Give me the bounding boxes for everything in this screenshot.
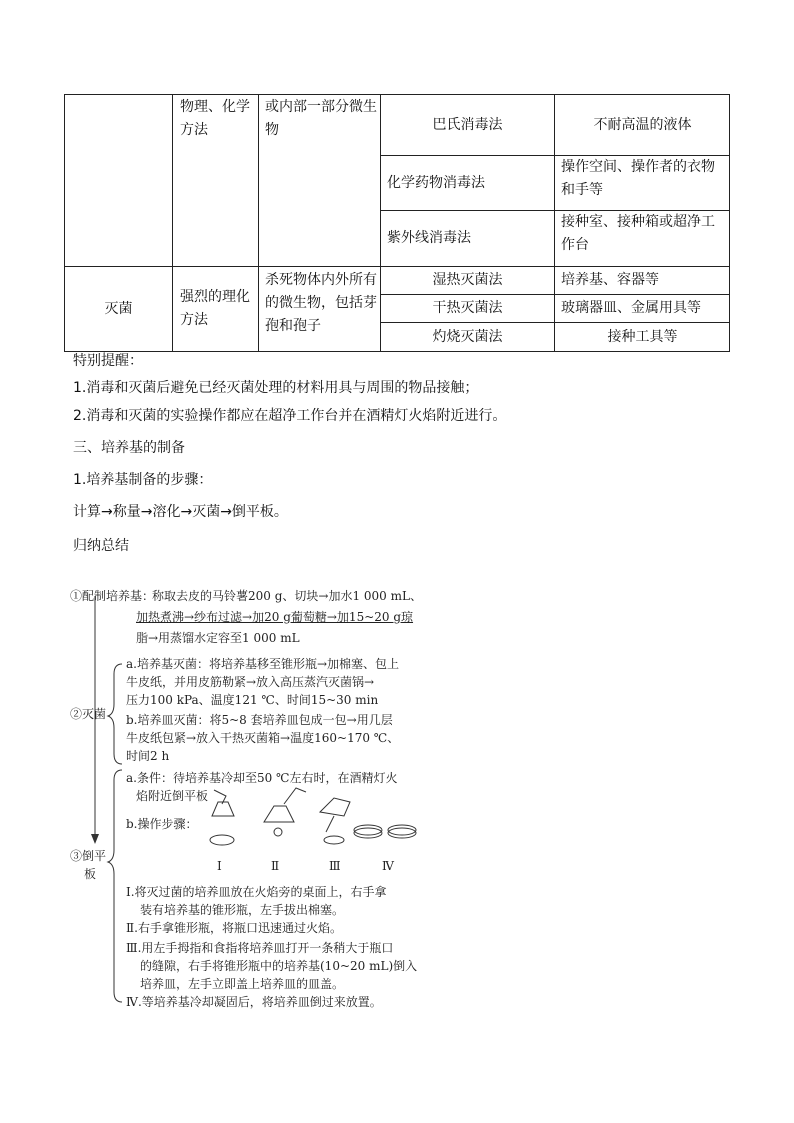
roman-label: Ⅱ xyxy=(271,859,280,873)
step3b-label: b.操作步骤： xyxy=(126,817,198,831)
step3-detail: 装有培养基的锥形瓶，左手拔出棉塞。 xyxy=(140,903,345,917)
sterilization-table xyxy=(64,94,730,352)
step1-label: ①配制培养基： xyxy=(70,589,155,603)
table-cell-target: 接种工具等 xyxy=(607,328,678,345)
table-cell-condition: 物理、化学方法 xyxy=(180,99,250,138)
step3-detail: Ⅱ.右手拿锥形瓶，将瓶口迅速通过火焰。 xyxy=(126,921,342,935)
step3-detail: Ⅰ.将灭过菌的培养皿放在火焰旁的桌面上，右手拿 xyxy=(126,885,387,899)
tip-item: 1.消毒和灭菌后避免已经灭菌处理的材料用具与周围的物品接触； xyxy=(73,380,479,396)
step3-detail: 培养皿，左手立即盖上培养皿的皿盖。 xyxy=(140,977,345,991)
table-cell-method: 巴氏消毒法 xyxy=(432,116,503,133)
step3a-line: 焰附近倒平板 xyxy=(136,789,209,803)
table-cell-target: 培养基、容器等 xyxy=(561,272,659,288)
table-cell-condition: 强烈的理化方法 xyxy=(180,289,250,328)
table-cell-target: 玻璃器皿、金属用具等 xyxy=(561,300,701,316)
table-cell-method: 灼烧灭菌法 xyxy=(432,328,503,345)
step2b-line: b.培养皿灭菌：将5~8 套培养皿包成一包→用几层 xyxy=(126,713,393,727)
step1-line: 脂→用蒸馏水定容至1 000 mL xyxy=(136,631,300,645)
summary-heading: 归纳总结 xyxy=(73,538,129,554)
step3-detail: Ⅲ.用左手拇指和食指将培养皿打开一条稍大于瓶口 xyxy=(126,941,394,955)
table-cell-result: 杀死物体内外所有的微生物，包括芽孢和孢子 xyxy=(265,272,377,334)
steps-text: 计算→称量→溶化→灭菌→倒平板。 xyxy=(73,504,288,520)
step2a-line: a.培养基灭菌：将培养基移至锥形瓶→加棉塞、包上 xyxy=(126,657,400,671)
table-cell-method: 干热灭菌法 xyxy=(432,300,503,316)
step3-detail: Ⅳ.等培养基冷却凝固后，将培养皿倒过来放置。 xyxy=(126,995,382,1009)
tip-item: 2.消毒和灭菌的实验操作都应在超净工作台并在酒精灯火焰附近进行。 xyxy=(73,408,507,424)
step1-line: 加热煮沸→纱布过滤→加20 g葡萄糖→加15~20 g琼 xyxy=(136,610,414,624)
table-cell-method: 化学药物消毒法 xyxy=(387,174,485,191)
section-heading: 三、培养基的制备 xyxy=(73,440,185,456)
table-cell-category: 灭菌 xyxy=(104,300,133,317)
roman-label: Ⅰ xyxy=(217,859,222,873)
pouring-illustration xyxy=(210,788,416,845)
roman-label: Ⅳ xyxy=(382,859,394,873)
table-vline xyxy=(172,95,173,351)
steps-title: 1.培养基制备的步骤： xyxy=(73,472,213,488)
table-cell-method: 湿热灭菌法 xyxy=(432,272,503,288)
step3-label: 板 xyxy=(84,867,97,881)
step2a-line: 压力100 kPa、温度121 ℃、时间15~30 min xyxy=(126,693,379,707)
step2-label: ②灭菌 xyxy=(70,707,107,721)
table-cell-target: 不耐高温的液体 xyxy=(593,116,692,133)
tip-title: 特别提醒： xyxy=(73,353,143,369)
step2a-line: 牛皮纸，并用皮筋勒紧→放入高压蒸汽灭菌锅→ xyxy=(126,675,375,689)
table-cell-method: 紫外线消毒法 xyxy=(387,230,471,246)
step2b-line: 牛皮纸包紧→放入干热灭菌箱→温度160~170 ℃、 xyxy=(126,731,400,745)
table-vline xyxy=(258,95,259,351)
roman-label: Ⅲ xyxy=(329,859,341,873)
step1-line: 称取去皮的马铃薯200 g、切块→加水1 000 mL、 xyxy=(152,589,422,603)
table-cell-result: 或内部一部分微生物 xyxy=(265,99,377,138)
step2b-line: 时间2 h xyxy=(126,749,170,763)
step3-label: ③倒平 xyxy=(70,849,107,863)
table-cell-target: 操作空间、操作者的衣物和手等 xyxy=(561,159,715,198)
table-cell-target: 接种室、接种箱或超净工作台 xyxy=(561,214,715,253)
step3a-line: a.条件：待培养基冷却至50 ℃左右时，在酒精灯火 xyxy=(126,771,398,785)
summary-figure xyxy=(64,578,434,1008)
step3-detail: 的缝隙，右手将锥形瓶中的培养基(10~20 mL)倒入 xyxy=(140,959,418,973)
